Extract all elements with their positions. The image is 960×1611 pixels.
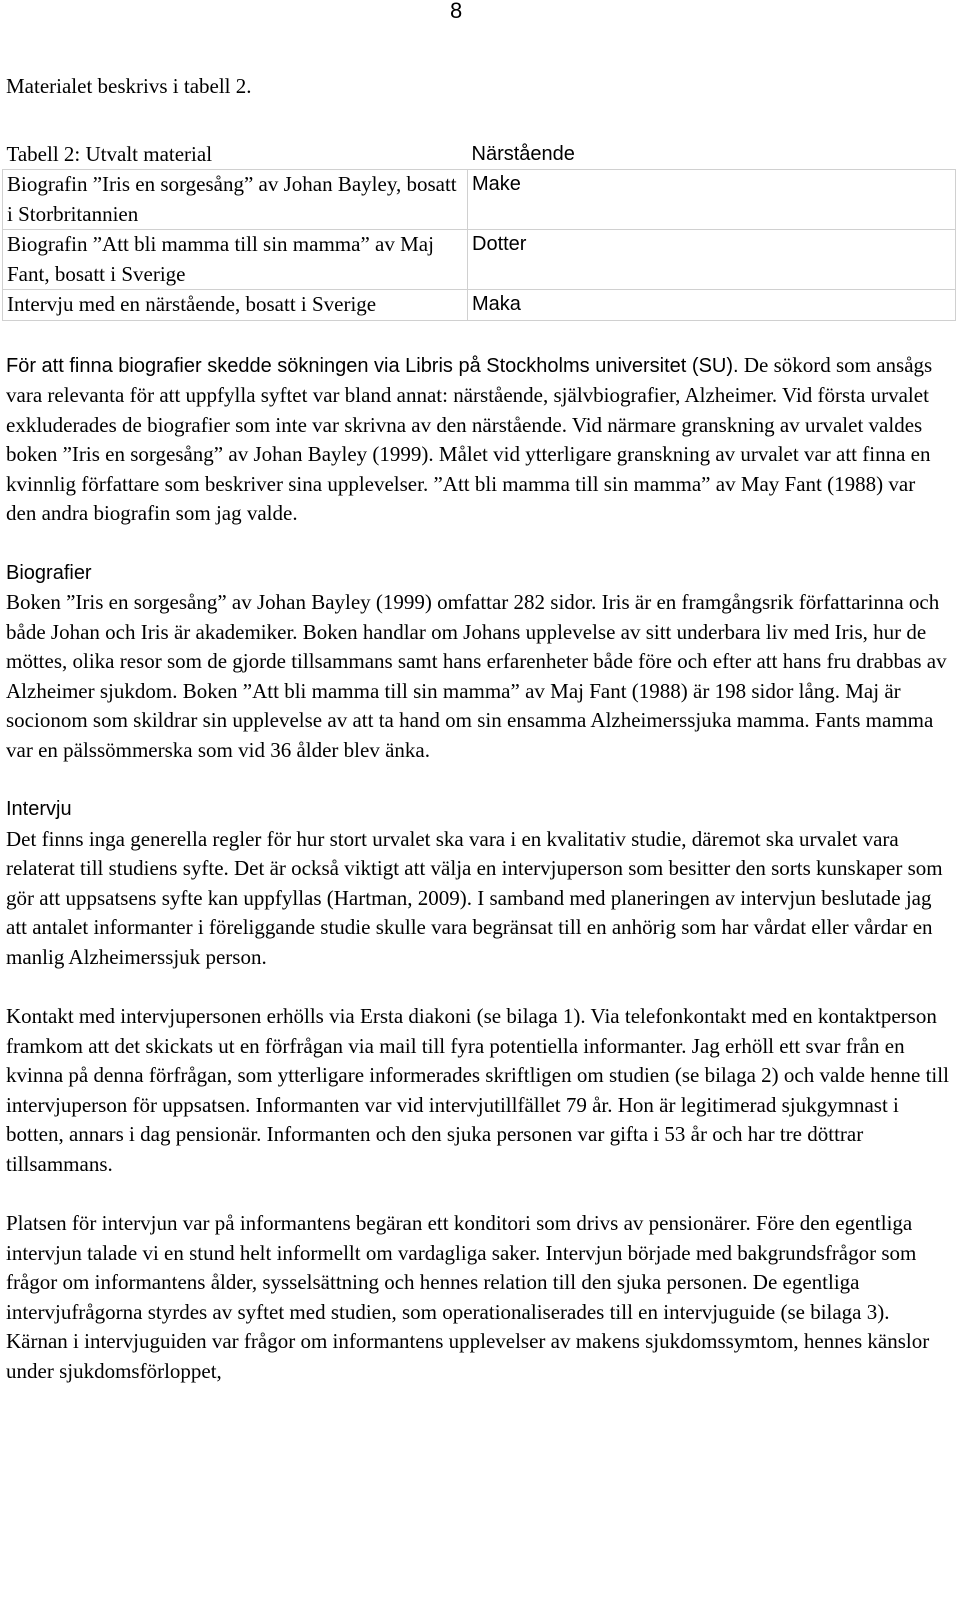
intro-text: Materialet beskrivs i tabell 2. xyxy=(6,74,252,98)
table-caption: Tabell 2: Utvalt material xyxy=(6,141,213,166)
document-body xyxy=(6,72,950,1386)
table-cell-material: Biografin ”Att bli mamma till sin mamma” av Maj Fant, bosatt i Sverige xyxy=(3,230,468,290)
table-cell-material: Biografin ”Iris en sorgesång” av Johan Bayley, bosatt i Storbritannien xyxy=(3,170,468,230)
section-heading-intervju: Intervju xyxy=(6,798,72,820)
table-cell-relation: Dotter xyxy=(468,230,956,290)
search-paragraph-lead: För att finna biografier skedde sökningen via Libris på Stockholms universitet (SU). xyxy=(6,354,739,377)
table-row xyxy=(3,230,956,290)
table-header-row xyxy=(3,140,956,170)
search-paragraph-rest: De sökord som ansågs vara relevanta för att uppfylla syftet var bland annat: närstående, självbiografier, Alzheimer. Vid första urvalet exkluderades de biografier som inte var skrivna av den närstående. Vid närmare granskning av urvalet valdes boken ”Iris en sorgesång” av Johan Bayley (1999). Målet vid ytterligare granskning av urvalet var att finna en kvinnlig författare som beskriver sina upplevelser. ”Att bli mamma till sin mamma” av May Fant (1988) var den andra biografin som jag valde. xyxy=(6,352,933,525)
intervju-paragraph-3: Platsen för intervjun var på informantens begäran ett konditori som drivs av pensionärer. Före den egentliga intervjun talade vi en stund helt informellt om vardagliga saker. Intervjun började med bakgrundsfrågor som frågor om informantens ålder, sysselsättning och hennes relation till den sjuka personen. De egentliga intervjufrågorna styrdes av syftet med studien, som operationaliserades till en intervjuguide (se bilaga 3). Kärnan i intervjuguiden var frågor om informantens upplevelser av makens sjukdomssymtom, hennes känslor under sjukdomsförloppet, xyxy=(6,1211,930,1383)
section-heading-biografier: Biografier xyxy=(6,561,92,584)
table-header-relation: Närstående xyxy=(471,142,575,165)
material-table xyxy=(2,140,956,321)
intervju-paragraph-2: Kontakt med intervjupersonen erhölls via Ersta diakoni (se bilaga 1). Via telefonkontakt med en kontaktperson framkom att det skickats ut en förfrågan via mail till fyra potentiella informanter. Jag erhöll ett svar från en kvinna på denna förfrågan, som ytterligare informerades skriftligen om studien (se bilaga 2) och valde henne till intervjuperson för uppsatsen. Informanten var vid intervjutillfället 79 år. Hon är legitimerad sjukgymnast i botten, annars i dag pensionär. Informanten och den sjuka personen var gifta i 53 år och har tre döttrar tillsammans. xyxy=(6,1004,949,1176)
page-number: 8 xyxy=(450,0,463,23)
search-paragraph xyxy=(6,351,950,529)
table-row xyxy=(3,290,956,321)
table-cell-material: Intervju med en närstående, bosatt i Sverige xyxy=(3,290,468,321)
table-row xyxy=(3,170,956,230)
table-cell-relation: Make xyxy=(468,170,956,230)
biografier-paragraph: Boken ”Iris en sorgesång” av Johan Bayley (1999) omfattar 282 sidor. Iris är en framgångsrik författarinna och både Johan och Iris är akademiker. Boken handlar om Johans upplevelse av sitt underbara liv med Iris, hur de möttes, olika resor som de gjorde tillsammans samt hans erfarenheter både före och efter att hans fru drabbas av Alzheimer sjukdom. Boken ”Att bli mamma till sin mamma” av Maj Fant (1988) är 198 sidor lång. Maj är socionom som skildrar sin upplevelse av att ta hand om sin ensamma Alzheimerssjuka mamma. Fants mamma var en pälssömmerska som vid 36 ålder blev änka. xyxy=(6,590,947,762)
table-cell-relation: Maka xyxy=(468,290,956,321)
intervju-paragraph-1: Det finns inga generella regler för hur stort urvalet ska vara i en kvalitativ studie, däremot ska urvalet vara relaterat till studiens syfte. Det är också viktigt att välja en intervjuperson som besitter den sorts kunskaper som gör att uppsatsens syfte kan uppfyllas (Hartman, 2009). I samband med planeringen av intervjun beslutade jag att antalet informanter i föreliggande studie skulle vara begränsat till en anhörig som har vårdat eller vårdar en manlig Alzheimerssjuk person. xyxy=(6,826,943,969)
